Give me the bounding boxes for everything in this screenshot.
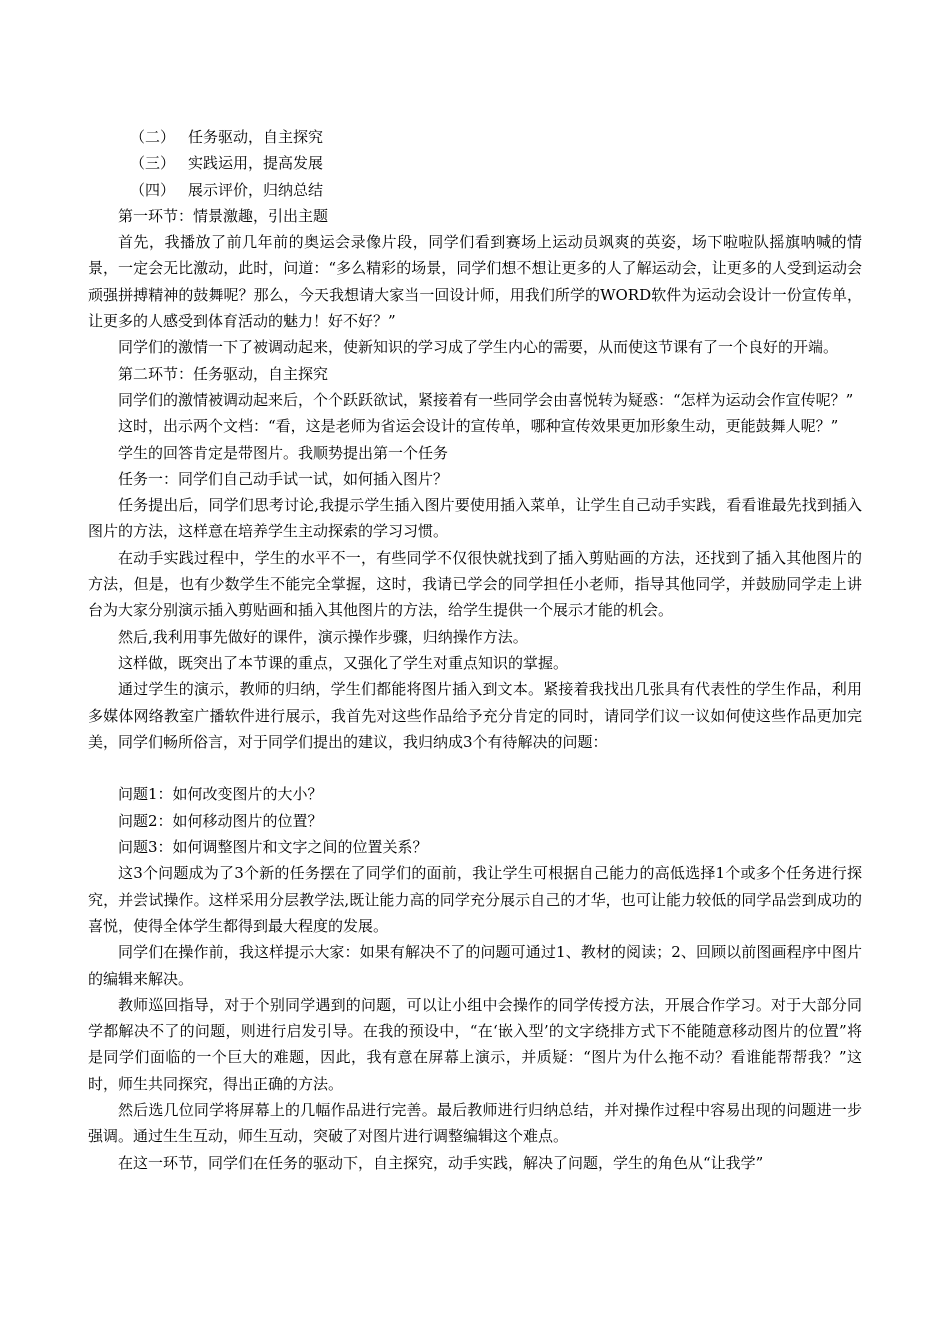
outline-text: 展示评价，归纳总结 — [188, 180, 324, 199]
task-heading: 任务一：同学们自己动手试一试，如何插入图片？ — [118, 469, 449, 488]
paragraph: 在动手实践过程中，学生的水平不一，有些同学不仅很快就找到了插入剪贴画的方法，还找到了插入其他图片的方法，但是，也有少数学生不能完全掌握，这时，我请已学会的同学担任小老师，指导其他同学，并鼓励同学走上讲台为大家分别演示插入剪贴画和插入其他图片的方法，给学生提供一个展示才能的机会。 — [88, 548, 862, 620]
section-heading: 第二环节：任务驱动，自主探究 — [118, 364, 329, 383]
paragraph: 同学们在操作前，我这样提示大家：如果有解决不了的问题可通过1、教材的阅读；2、回顾以前图画程序中图片的编辑来解决。 — [88, 943, 862, 988]
paragraph: 然后,我利用事先做好的课件，演示操作步骤，归纳操作方法。 — [118, 627, 528, 646]
outline-item — [88, 150, 862, 176]
question-item: 问题1：如何改变图片的大小？ — [118, 785, 323, 804]
paragraph: 然后选几位同学将屏幕上的几幅作品进行完善。最后教师进行归纳总结，并对操作过程中容易出现的问题进一步强调。通过生生互动，师生互动，突破了对图片进行调整编辑这个难点。 — [88, 1100, 862, 1146]
outline-text: 实践运用，提高发展 — [188, 154, 324, 173]
outline-number: （四） — [130, 180, 176, 199]
paragraph: 同学们的激情被调动起来后，个个跃跃欲试，紧接着有一些同学会由喜悦转为疑惑：“怎样为运动会作宣传呢？” — [118, 390, 854, 409]
blank-line — [88, 755, 862, 781]
outline-item — [88, 177, 862, 203]
outline-number: （三） — [130, 154, 176, 173]
outline-item — [88, 124, 862, 150]
paragraph: 同学们的激情一下了被调动起来，使新知识的学习成了学生内心的需要，从而使这节课有了一个良好的开端。 — [118, 338, 839, 357]
outline-text: 任务驱动，自主探究 — [188, 128, 324, 146]
question-item: 问题3：如何调整图片和文字之间的位置关系？ — [118, 838, 428, 857]
paragraph: 这时，出示两个文档：“看，这是老师为省运会设计的宣传单，哪种宣传效果更加形象生动，更能鼓舞人呢？” — [118, 417, 839, 436]
paragraph: 首先，我播放了前几年前的奥运会录像片段，同学们看到赛场上运动员飒爽的英姿，场下啦啦队摇旗呐喊的情景，一定会无比激动，此时，问道：“多么精彩的场景，同学们想不想让更多的人了解运动会，让更多的人受到运动会顽强拼搏精神的鼓舞呢？那么，今天我想请大家当一回设计师，用我们所学的WORD软件为运动会设计一份宣传单，让更多的人感受到体育活动的魅力！好不好？” — [88, 233, 862, 331]
paragraph: 任务提出后，同学们思考讨论,我提示学生插入图片要使用插入菜单，让学生自己动手实践，看看谁最先找到插入图片的方法，这样意在培养学生主动探索的学习习惯。 — [88, 496, 862, 541]
outline-number: （二） — [130, 128, 176, 146]
paragraph: 在这一环节，同学们在任务的驱动下，自主探究，动手实践，解决了问题，学生的角色从“让我学” — [118, 1153, 764, 1172]
document-body — [88, 124, 862, 1176]
paragraph: 通过学生的演示，教师的归纳，学生们都能将图片插入到文本。紧接着我找出几张具有代表性的学生作品，利用多媒体网络教室广播软件进行展示，我首先对这些作品给予充分肯定的同时，请同学们议一议如何使这些作品更加完美，同学们畅所俗言，对于同学们提出的建议，我归纳成3个有待解决的问题： — [88, 680, 862, 751]
paragraph: 教师巡回指导，对于个别同学遇到的问题，可以让小组中会操作的同学传授方法，开展合作学习。对于大部分同学都解决不了的问题，则进行启发引导。在我的预设中，“在‘嵌入型’的文字绕排方式下不能随意移动图片的位置”将是同学们面临的一个巨大的难题，因此，我有意在屏幕上演示，并质疑：“图片为什么拖不动？看谁能帮帮我？”这时，师生共同探究，得出正确的方法。 — [88, 995, 862, 1093]
paragraph: 这3个问题成为了3个新的任务摆在了同学们的面前，我让学生可根据自己能力的高低选择1个或多个任务进行探究，并尝试操作。这样采用分层教学法,既让能力高的同学充分展示自己的才华，也可让能力较低的同学品尝到成功的喜悦，使得全体学生都得到最大程度的发展。 — [88, 864, 862, 935]
paragraph: 这样做，既突出了本节课的重点，又强化了学生对重点知识的掌握。 — [118, 653, 569, 672]
paragraph: 学生的回答肯定是带图片。我顺势提出第一个任务 — [118, 443, 449, 462]
section-heading: 第一环节：情景激趣，引出主题 — [118, 206, 329, 225]
question-item: 问题2：如何移动图片的位置？ — [118, 811, 323, 830]
